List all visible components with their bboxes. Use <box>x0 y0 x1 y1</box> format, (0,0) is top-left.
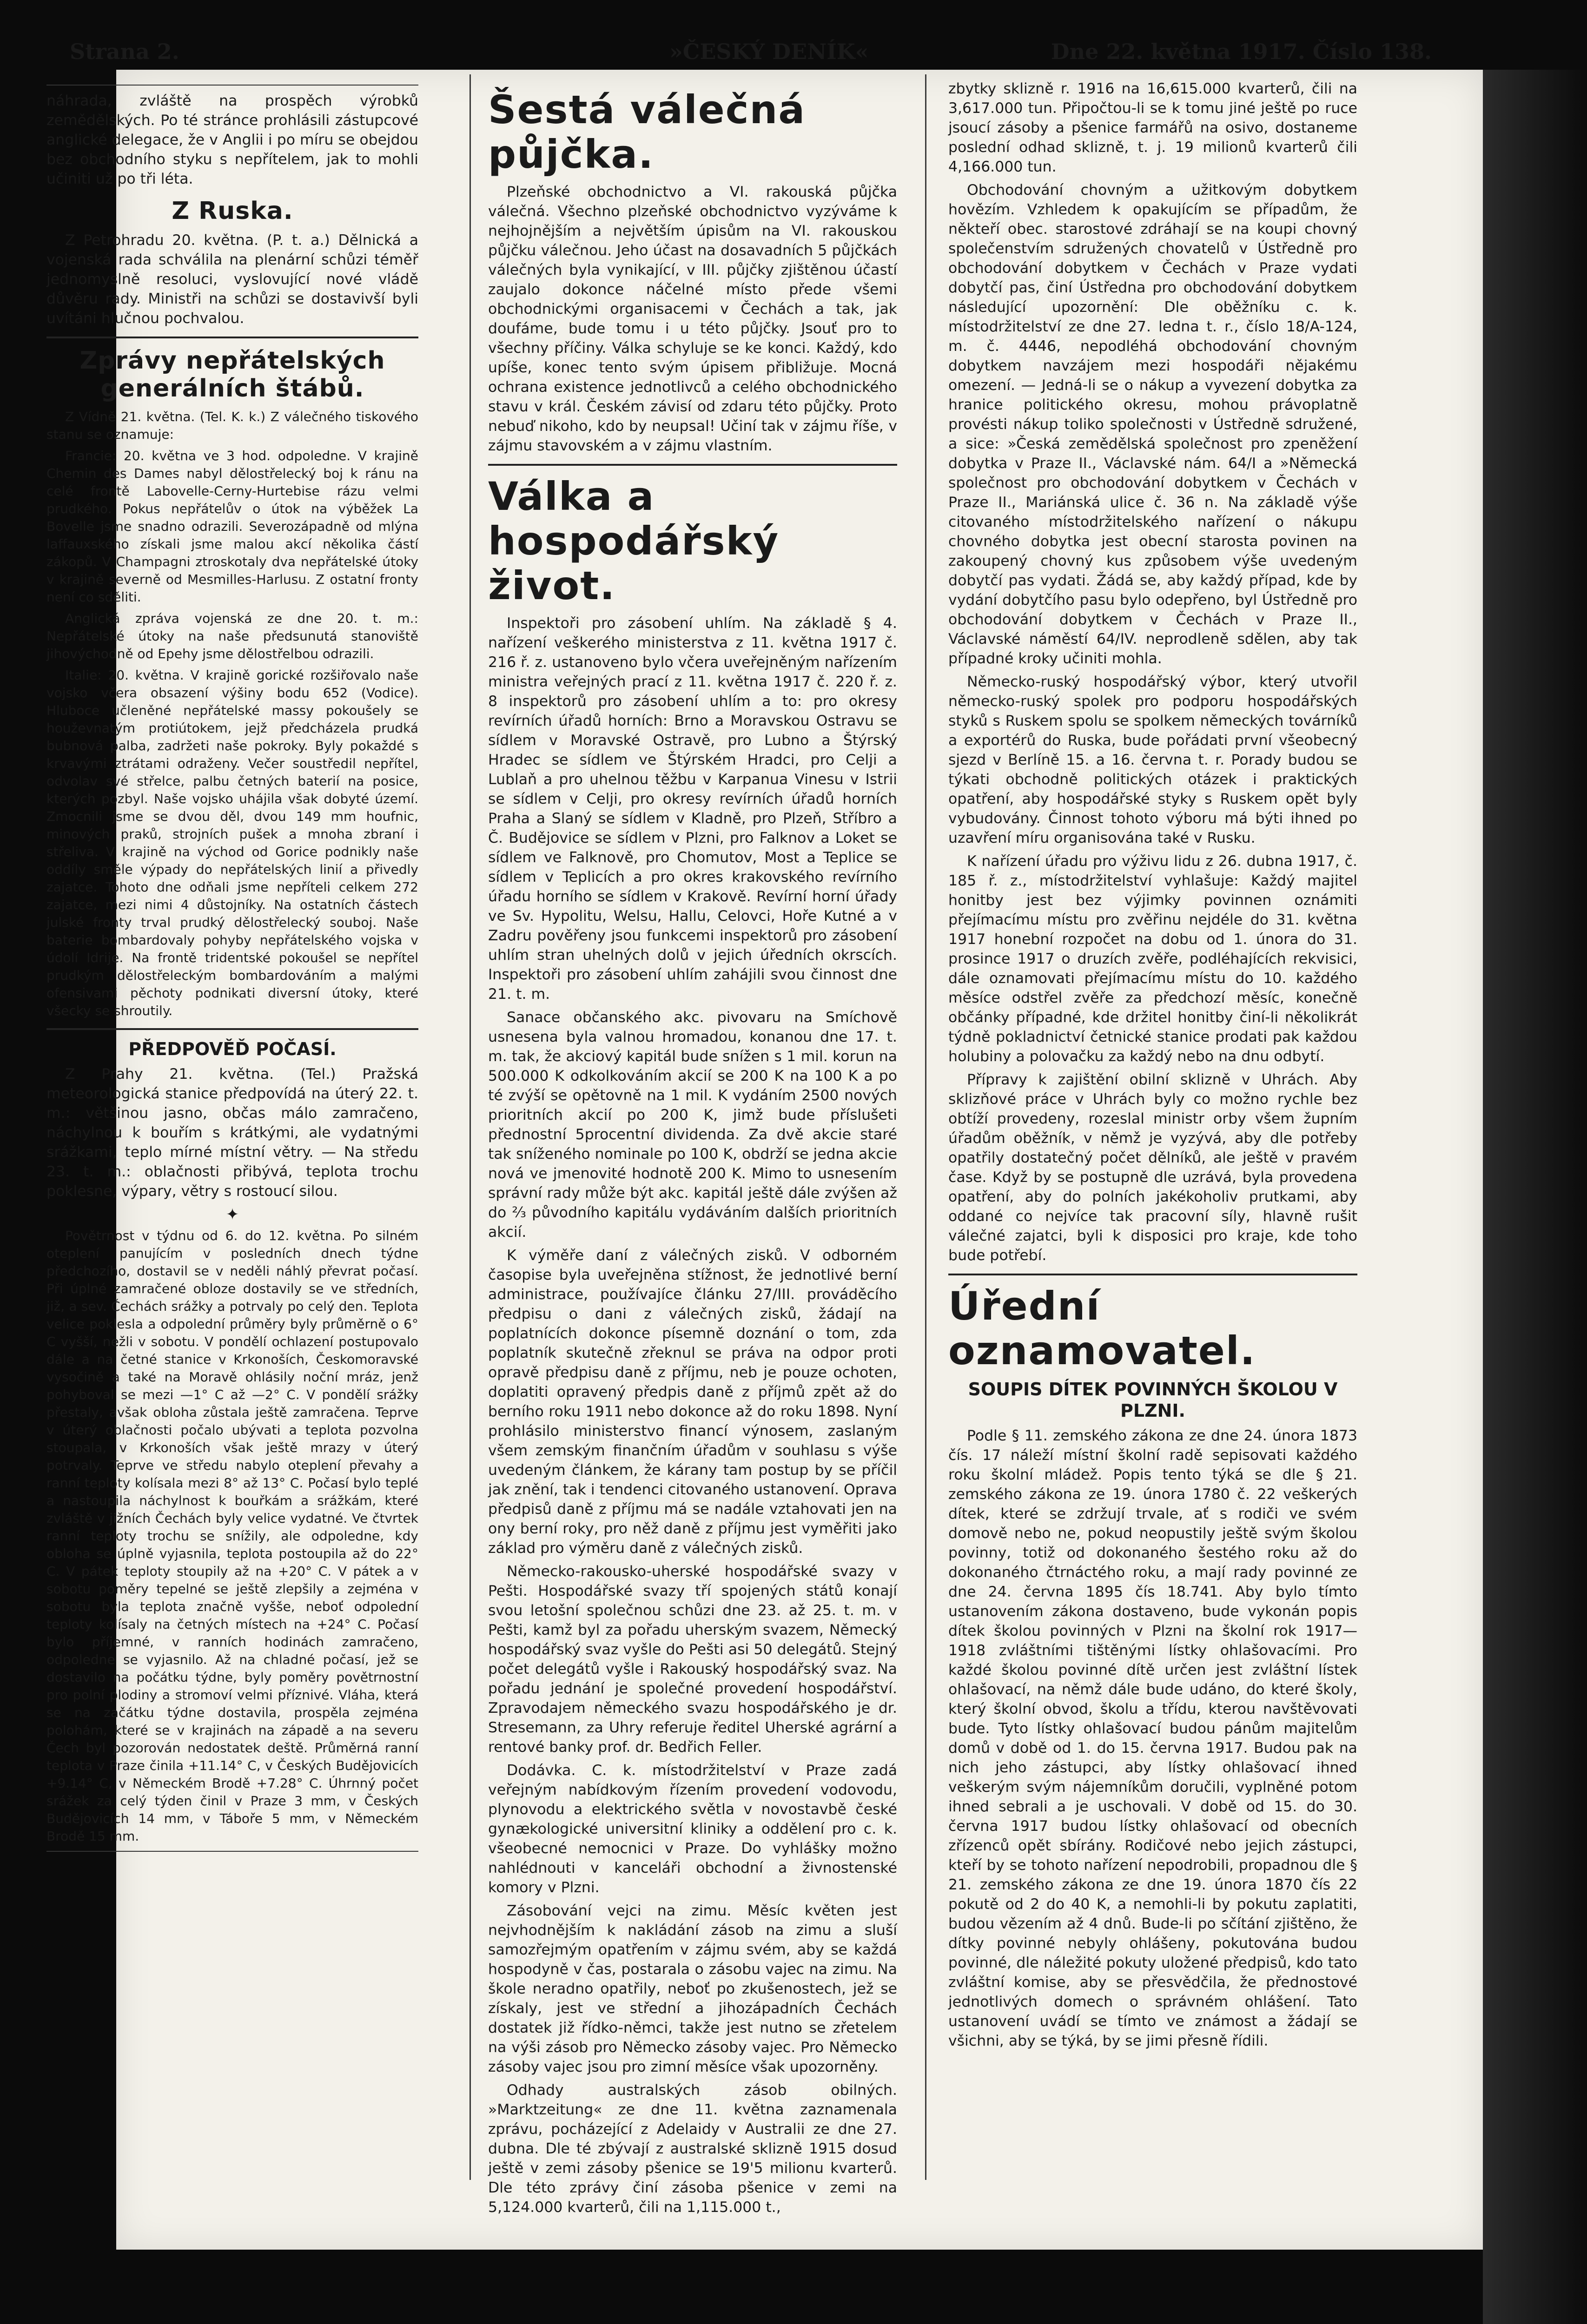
article-text: K výměře daní z válečných zisků. V odborném časopise byla uveřejněna stížnost, že jednotlivé berní administrace, používajíce článku 27/III. prováděcího předpisu o dani z válečných zisků, žádají na poplatnících dokonce písemně doznání o tom, zda poplatník skutečně zřeknul se práva na odpor proti opravě předpisu daně z příjmu, neb je pouze ochoten, doplatiti opravený předpis daně z příjmů zpět až do berního roku 1911 nebo dokonce až do roku 1898. Nyní prohlásilo ministerstvo financí výnosem, zaslaným všem zemským finančním úřadům v souhlasu s výše uvedeným článkem, že kárany tam postup by se příčil jak znění, tak i tendenci citovaného ustanovení. Oprava předpisů daně z příjmu má se nadále vztahovati jen na ony berní roky, pro něž daně z příjmu jest vyměřiti jako základ pro výměru daně z válečných zisků. <box>488 1247 897 1557</box>
article-text: Z Prahy 21. května. (Tel.) Pražská meteorologická stanice předpovídá na úterý 22. t. m.: většinou jasno, občas málo zamračeno, náchylnou k bouřím s krátkými, ale vydatnými srážkami, teplo mírné místní větry. — Na středu 23. t. m.: oblačnosti přibývá, teplota trochu poklesne, výpary, větry s rostoucí silou. <box>46 1066 418 1200</box>
article-text: Z Petrohradu 20. května. (P. t. a.) Dělnická a vojenská rada schválila na plenární schůzi téměř jednomyslně resoluci, vyslovující nové vládě důvěru rady. Ministři na schůzi se dostavivší byli uvítáni hlučnou pochvalou. <box>46 232 418 327</box>
column-3 <box>948 79 1357 2217</box>
article-text: Přípravy k zajištění obilní sklizně v Uhrách. Aby sklizňové práce v Uhrách byly co možno rychle bez obtíží provedeny, rozeslal ministr orby všem župním úřadům oběžník, v němž je vyzývá, aby dle potřeby opatřily dostatečný počet dělníků, ale ještě v pravém čase. Když by se postupně dle uzrává, byla provedena opatření, aby do polních jakékoholiv prutkami, aby oddané co nejvíce tak pracovní síly, hlavně rušit válečné zajatci, byli k disposici pro kraje, kde toho bude potřebí. <box>948 1071 1357 1264</box>
article-text: náhrada, zvláště na prospěch výrobků zemědělských. Po té stránce prohlásili zástupcové anglické delegace, že v Anglii i po míru se obejdou bez obchodního styku s nepřítelem, jak to mohli učiniti už po tři léta. <box>46 92 418 187</box>
issue-date: Dne 22. května 1917. Číslo 138. <box>1051 39 1432 64</box>
section-heading: Zprávy nepřátelských generálních štábů. <box>79 347 385 403</box>
divider <box>46 85 418 86</box>
article-text: K nařízení úřadu pro výživu lidu z 26. dubna 1917, č. 185 ř. z., místodržitelství vyhlašuje: Každý majitel honitby jest bez výjimky povinnen oznámiti přejímacímu místu pro zvěřinu nejdéle do 31. května 1917 honební rozpočet na dobu od 1. února do 31. prosince 1917 o druzích zvěře, podléhajících rekvisici, dále oznamovati přejímacímu místu do 10. každého měsíce odstřel zvěře za předchozí měsíc, konečně občánky případné, kde držitel honitby činí-li několikrát týdně pokladnictví četnické stanice prodati pak každou holubiny a polovačku za každý nebo na dnu odbytí. <box>948 853 1357 1065</box>
article-text: Inspektoři pro zásobení uhlím. Na základě § 4. nařízení veškerého ministerstva z 11. května 1917 č. 216 ř. z. ustanoveno bylo včera uveřejněným nařízením ministra veřejných prací z 11. května 1917 č. 220 ř. z. 8 inspektorů pro zásobení uhlím a to: pro okresy revírních úřadů horních: Brno a Moravskou Ostravu se sídlem v Moravské Ostravě, pro Lubno a Štýrský Hradec se sídlem ve Štýrském Hradci, pro Celji a Lublaň a pro uhelnou těžbu v Karpanua Vinesu v Istrii se sídlem v Celji, pro okresy revírních úřadů horních Praha a Slaný se sídlem v Kladně, pro Plzeň, Stříbro a Č. Budějovice se sídlem v Plzni, pro Falknov a Loket se sídlem ve Falknově, pro Chomutov, Most a Teplice se sídlem v Teplicích a pro okres krakovského revírního úřadu horního se sídlem v Krakově. Revírní horní úřady ve Sv. Hypolitu, Welsu, Hallu, Celovci, Hoře Kutné a v Zadru pověřeny jsou funkcemi inspektorů pro zásobení uhlím stran uhelných dolů v jejich úředních okrscích. Inspektoři pro zásobení uhlím zahájili svou činnost dne 21. t. m. <box>488 615 897 1003</box>
article-text: Sanace občanského akc. pivovaru na Smíchově usnesena byla valnou hromadou, konanou dne 17. t. m. tak, že akciový kapitál bude snížen s 1 mil. korun na 500.000 K odkolkováním akcií se 200 K na 100 K a po té zvýší se opětovně na 1 mil. K vydáním 2500 nových prioritních akcií po 200 K, jimž bude příslušeti přednostní 5procentní dividenda. Za dvě akcie staré tak sníženého nominale po 100 K, obdrží se jedna akcie nová ve jmenovité hodnotě 200 K. Mimo to usnesením správní rady může být akc. kapitál ještě dále zvýšen až do ⅔ původního kapitálu vydáváním dalších prioritních akcií. <box>488 1009 897 1241</box>
article-text: Odhady australských zásob obilných. »Marktzeitung« ze dne 11. května zaznamenala zprávu, pocházející z Adelaidy v Australii ze dne 27. dubna. Dle té zbývají z australské sklizně 1915 dosud ještě v zemi zásoby pšenice se 19'5 milionu kvarterů. Dle této zprávy činí zásoba pšenice v zemi na 5,124.000 kvarterů, čili na 1,115.000 t., <box>488 2082 897 2216</box>
article-text: Německo-ruský hospodářský výbor, který utvořil německo-ruský spolek pro podporu hospodářských styků s Ruskem spolu se spolkem německých továrníků a exportérů do Ruska, bude pořádati první všeobecný sjezd v Berlíně 15. a 16. června t. r. Porady budou se týkati obchodně politických otázek i praktických opatření, aby hospodářské styky s Ruskem opět byly vybudovány. Činnost tohoto výboru má býti ihned po uzavření míru organisována také v Rusku. <box>948 673 1357 846</box>
article-text: Z Vídně 21. května. (Tel. K. k.) Z válečného tiskového stanu se oznamuje: <box>46 409 418 442</box>
article-text: Italie: 20. května. V krajině gorické rozšiřovalo naše vojsko včera obsazení výšiny bodu 652 (Vodice). Hluboce učleněné nepřátelské massy pokoušely se houževnatým protiútokem, jejž předcházela prudká bubnová palba, zadržeti naše pokroky. Byly pokaždé s krvavými ztrátami odraženy. Večer soustředil nepřítel, odvolav své střelce, palbu četných baterií na posice, kterých pozbyl. Naše vojsko uhájila však dobyté území. Zmocnili jsme se dvou děl, dvou 149 mm houfnic, minových praků, strojních pušek a mnoha zbraní i střeliva. V krajině na východ od Gorice podnikly naše oddíly směle výpady do nepřátelských linií a přivedly zajatce. Tohoto dne odňali jsme nepříteli celkem 272 zajatce, mezi nimi 4 důstojníky. Na ostatních částech julské fronty trval prudký dělostřelecký souboj. Naše baterie bombardovaly pohyby nepřátelského vojska v údolí Idrije. Na frontě tridentské pokoušel se nepřítel prudkým dělostřeleckým bombardováním a malými ofensivami pěchoty podnikati diversní útoky, které všecky se shroutily. <box>46 667 418 1018</box>
divider <box>46 1851 418 1852</box>
column-2 <box>488 79 897 2216</box>
section-heading: Z Ruska. <box>172 197 293 225</box>
divider <box>46 337 418 338</box>
article-text: zbytky sklizně r. 1916 na 16,615.000 kvarterů, čili na 3,617.000 tun. Připočtou-li se k tomu jiné ještě po ruce jsoucí zásoby a pšenice farmářů na osivo, dostaneme poslední odhad sklizně, t. j. 19 milionů kvarterů čili 4,166.000 tun. <box>948 80 1357 175</box>
masthead <box>56 33 1460 74</box>
subsection-heading: SOUPIS DÍTEK POVINNÝCH ŠKOLOU V PLZNI. <box>968 1379 1338 1421</box>
column-1 <box>46 79 418 2217</box>
scan-edge <box>1483 70 1587 2324</box>
article-text: Obchodování chovným a užitkovým dobytkem hovězím. Vzhledem k opakujícím se případům, že někteří obec. starostové zdráhají se na koupi chovný společenstvím sdružených chovatelů v Ústředně pro obchodování dobytkem v Čechách v Praze vydati dobytčí pas, činí Ústředna pro obchodování dobytkem následující upozornění: Dle oběžníku c. k. místodržitelství ze dne 27. ledna t. r., číslo 18/A-124, m. č. 4446, nepodléhá obchodování chovným dobytkem navzájem mezi hospodáři nějakému omezení. — Jedná-li se o nákup a vyvezení dobytka za hranice politického okresu, mohou právoplatně provésti nákup toliko společnosti v Ústředně sdružené, a sice: »Česká zemědělská společnost pro zpeněžení dobytka v Praze II., Václavské nám. 64/I a »Německá společnost pro obchodování dobytkem v Čechách v Praze II., Mariánská ulice č. 36 n. Na základě výše citovaného místodržitelského nařízení o nákupu chovného dobytka jest obecní starosta povinen na zakoupený chovný kus způsobem výše uvedeným dobytčí pas vydati. Žádá se, aby každý případ, kde by vydání dobytčího pasu bylo odepřeno, byl Ústředně pro obchodování dobytkem v Čechách v Praze II., Václavské náměstí 64/IV. neprodleně sdělen, aby tak případné kroky učiniti mohla. <box>948 182 1357 667</box>
section-heading: PŘEDPOVĚĎ POČASÍ. <box>128 1039 337 1059</box>
divider <box>488 464 897 466</box>
article-text: Povětrnost v týdnu od 6. do 12. května. Po silném oteplení panujícím v posledních dnech týdne předchozího, dostavil se v neděli náhlý převrat počasí. Při úplné zamračené obloze dostavily se ve středních, již, a sev. Čechách srážky a potrvaly po celý den. Teplota velice poklesla a odpolední průměry byly průměrně o 6° C vyšší, nežli v sobotu. V pondělí ochlazení postupovalo dále a na četné stanice v Krkonoších, Českomoravské vysočině a také na Moravě ohlásily noční mráz, jenž pohyboval se mezi —1° C až —2° C. V pondělí srážky přestaly, avšak obloha zůstala ještě zamračena. Teprve v úterý oblačnosti počalo ubývati a teplota pozvolna stoupala, v Krkonoších však ještě mrazy v úterý potrvaly. Teprve ve středu nabylo oteplení převahy a ranní teploty kolísala mezi 8° až 13° C. Počasí bylo teplé a nastoupila náchylnost k bouřkám a srážkám, které zvláště v jižních Čechách byly velice vydatné. Ve čtvrtek ranní teploty trochu se snížily, ale odpoledne, kdy obloha se úplně vyjasnila, teplota postoupila až do 22° C. V pátek teploty stoupily až na +20° C. V pátek a v sobotu poměry tepelné se ještě zlepšily a zejména v sobotu byla teplota značně vyšše, neboť odpolední teploty kolísaly na četných místech na +24° C. Počasí bylo příjemné, v ranních hodinách zamračeno, odpoledne se vyjasnilo. Až na chladné počasí, jež se dostavilo na počátku týdne, byly poměry povětrnostní pro polní plodiny a stromoví velmi příznivé. Vláha, která se na začátku týdne dostavila, prospěla zejména polohám, které se v krajinách na západě a na severu Čech byl pozorován nedostatek deště. Průměrná ranní teplota v Praze činila +11.14° C, v Českých Budějovicích +9.14° C, v Německém Brodě +7.28° C. Úhrnný počet srážek za celý týden činil v Praze 3 mm, v Českých Budějovicích 14 mm, v Táboře 5 mm, v Německém Brodě 15 mm. <box>46 1228 418 1844</box>
divider <box>948 1274 1357 1275</box>
article-text: Německo-rakousko-uherské hospodářské svazy v Pešti. Hospodářské svazy tří spojených států konají svou letošní společnou schůzi dne 23. až 25. t. m. v Pešti, kamž byl za pořadu uherským svazem, Německý hospodářský svaz vyšle do Pešti asi 50 delegátů. Stejný počet delegátů vyšle i Rakouský hospodářský svaz. Na pořadu jednání je společné provedení hospodářství. Zpravodajem německého svazu hospodářského je dr. Stresemann, za Uhry referuje ředitel Uherské agrární a rentové banky prof. dr. Bedřich Feller. <box>488 1563 897 1756</box>
column-divider <box>925 74 926 2180</box>
article-text: Plzeňské obchodnictvo a VI. rakouská půjčka válečná. Všechno plzeňské obchodnictvo vyzýváme k nejhojnějším a největším úpisům na VI. rakouskou půjčku válečnou. Jeho účast na dosavadních 5 půjčkách válečných byla vynikající, v III. půjčky zjištěnou účastí zaujalo dokonce náčelné místo přede všemi obchodnickými organisacemi v Čechách a tak, jak doufáme, bude tomu i u této půjčky. Jsouť pro to všechny příčiny. Válka schyluje se ke konci. Každý, kdo upíše, konec tento svým úpisem přibližuje. Mocná ochrana existence jednotlivců a celého obchodnického stavu v král. Českém závisí od zdaru této půjčky. Proto nebuď nikoho, kdo by neupsal! Učiní tak v zájmu říše, v zájmu stavovském a v zájmu vlastním. <box>488 184 897 454</box>
article-text: Anglická zpráva vojenská ze dne 20. t. m.: Nepřátelské útoky na naše předsunutá stanoviště jihovýchodně od Epehy jsme dělostřelbou odrazili. <box>46 611 418 661</box>
article-text: Dodávka. C. k. místodržitelství v Praze zadá veřejným nabídkovým řízením provedení vodovodu, plynovodu a elektrického světla v novostavbě české gynækologické universitní kliniky a oddělení pro c. k. všeobecné nemocnici v Praze. Do vyhlášky možno nahlédnouti v kanceláři obchodní a živnostenské komory v Plzni. <box>488 1762 897 1896</box>
ornament-icon: ✦ <box>225 1205 239 1224</box>
article-text: Podle § 11. zemského zákona ze dne 24. února 1873 čís. 17 náleží místní školní radě sepisovati každého roku školní mládež. Popis tento týká se dle § 21. zemského zákona ze 19. února 1780 č. 22 veškerých dítek, které se zdržují trvale, ať s rodiči ve svém domově nebo ne, pokud neopustily ještě svým školou povinny, totiž od dokonaného šestého roku až do dokonaného čtrnáctého roku, a mají rady povinné ze dne 24. června 1895 čís 18.741. Aby bylo tímto ustanovením zákona dostaveno, bude vykonán popis dítek školou povinných v Plzni na školní rok 1917—1918 zvláštními tištěnými lístky ohlašovacími. Pro každé školou povinné dítě určen jest zvláštní lístek ohlašovací, na němž dále bude udáno, do které školy, který školní obvod, školu a třídu, kterou navštěvovati bude. Tyto lístky ohlašovací budou pánům majitelům domů v době od 1. do 15. června 1917. Budou pak na nich jeho zástupci, aby lístky ohlašovací ihned veškerým svým nájemníkům doručili, vyplněné potom ihned sebrali a je uschovali. V době od 15. do 30. června 1917 budou lístky ohlašovací od obecních zřízenců opět sbírány. Rodičové nebo jejich zástupci, kteří by se tohoto nařízení nepodrobili, propadnou dle § 21. zemského zákona ze dne 19. února 1870 čís 22 pokutě od 2 do 40 K, a nemohli-li by pokutu zaplatiti, budou vězením až 4 dnů. Bude-li po sčítání zjištěno, že dítky povinné nebyly ohlášeny, pokutována budou povinné, dle náležité pokuty uložené předpisů, kdo tato zvláštní komise, aby se přesvědčila, že přednostové jednotlivých domech o správném ohlášení. Tato ustanovení uvádí se tímto ve známost a žádají se všichni, aby se týká, by se jimi přesně řídili. <box>948 1427 1357 2049</box>
column-divider <box>469 74 471 2180</box>
divider <box>46 1028 418 1030</box>
page-number: Strana 2. <box>70 39 179 64</box>
section-heading: Válka a hospodářský život. <box>488 474 780 608</box>
section-heading: Šestá válečná půjčka. <box>488 87 806 177</box>
newspaper-title: »ČESKÝ DENÍK« <box>669 39 869 64</box>
section-heading: Úřední oznamovatel. <box>948 1283 1256 1373</box>
article-text: Francie: 20. května ve 3 hod. odpoledne. V krajině Chemin des Dames nabyl dělostřelecký boj k ránu na celé frontě Labovelle-Cerny-Hurtebise rázu velmi prudkého. Pokus nepřátelův o útok na výběžek La Bovelle jsme snadno odrazili. Severozápadně od mlýna laffauxského získali jsme malou akcí několika částí zákopů. V Champagni ztroskotaly dva nepřátelské útoky v krajině severně od Mesmilles-Harlusu. Z ostatní fronty není co sděliti. <box>46 448 418 605</box>
article-text: Zásobování vejci na zimu. Měsíc květen jest nejvhodnějším k nakládání zásob na zimu a sluší samozřejmým opatřením v zájmu svém, aby se každá hospodyně v čas, postarala o zásobu vajec na zimu. Na škole neradno opatřily, neboť po zkušenostech, jež se získaly, jest ve střední a jihozápadních Čechách dostatek již řídko-němci, takže jest nutno se zřetelem na výši zásob pro Německo zásoby vajec. Pro Německo zásoby vajec jsou pro zimní měsíce však upozorněny. <box>488 1902 897 2075</box>
